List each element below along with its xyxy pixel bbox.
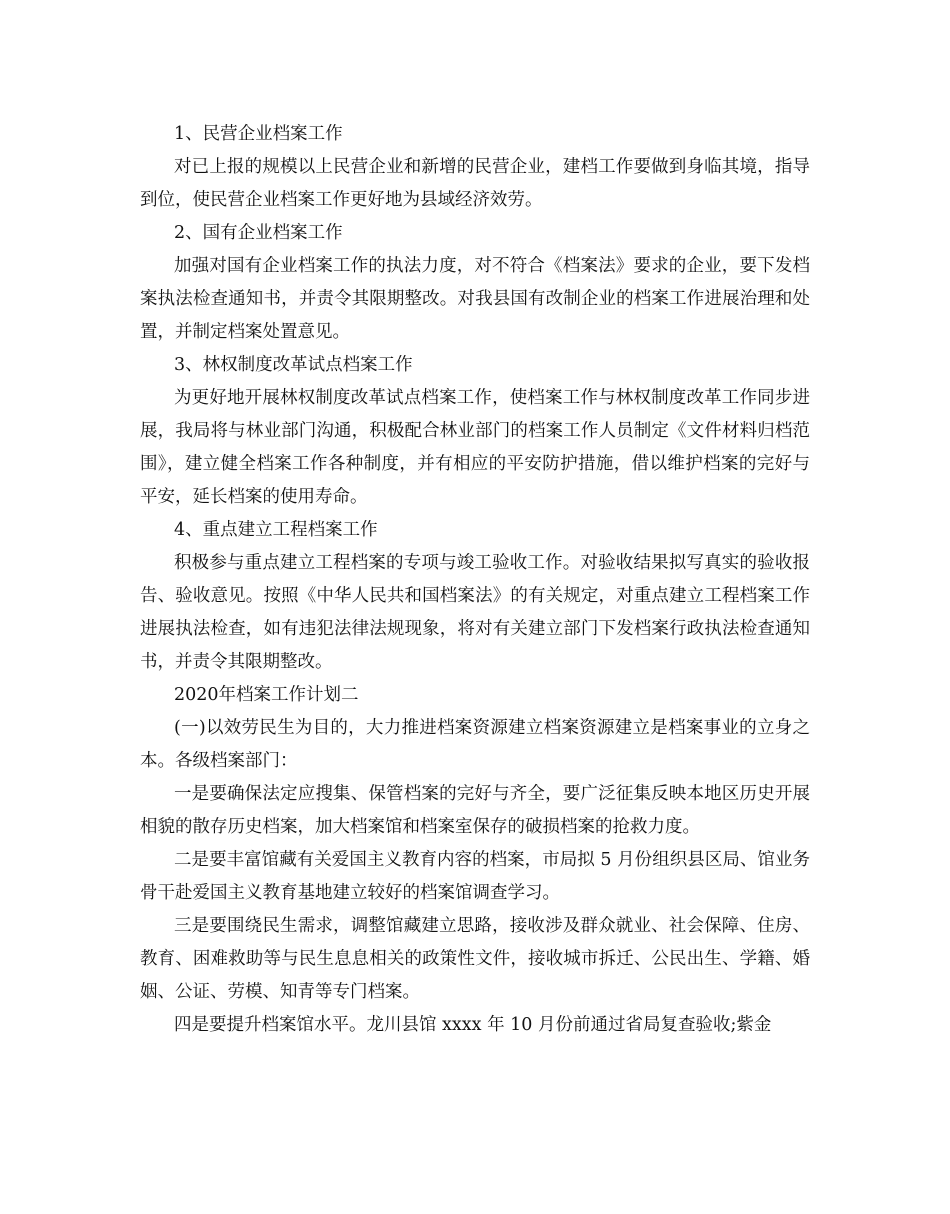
paragraph-plan-intro: (一)以效劳民生为目的，大力推进档案资源建立档案资源建立是档案事业的立身之本。各级档案部门： bbox=[140, 718, 810, 771]
paragraph-point-four: 四是要提升档案馆水平。龙川县馆 xxxx 年 10 月份前通过省局复查验收;紫金 bbox=[174, 1015, 772, 1035]
paragraph-point-three: 三是要围绕民生需求，调整馆藏建立思路，接收涉及群众就业、社会保障、住房、教育、困难救助等与民生息息相关的政策性文件，接收城市拆迁、公民出生、学籍、婚姻、公证、劳模、知青等专门档案。 bbox=[140, 916, 810, 1002]
plan-two-title: 2020年档案工作计划二 bbox=[174, 685, 359, 705]
paragraph-point-two: 二是要丰富馆藏有关爱国主义教育内容的档案，市局拟 5 月份组织县区局、馆业务骨干赴爱国主义教育基地建立较好的档案馆调查学习。 bbox=[140, 850, 810, 903]
paragraph-key-projects: 积极参与重点建立工程档案的专项与竣工验收工作。对验收结果拟写真实的验收报告、验收意见。按照《中华人民共和国档案法》的有关规定，对重点建立工程档案工作进展执法检查，如有违犯法律法规现象，将对有关建立部门下发档案行政执法检查通知书，并责令其限期整改。 bbox=[140, 553, 810, 672]
section-heading-forest-rights: 3、林权制度改革试点档案工作 bbox=[174, 355, 413, 375]
document-body bbox=[140, 118, 810, 1042]
paragraph-state-enterprise: 加强对国有企业档案工作的执法力度，对不符合《档案法》要求的企业，要下发档案执法检查通知书，并责令其限期整改。对我县国有改制企业的档案工作进展治理和处置，并制定档案处置意见。 bbox=[140, 256, 810, 342]
paragraph-forest-rights: 为更好地开展林权制度改革试点档案工作，使档案工作与林权制度改革工作同步进展，我局将与林业部门沟通，积极配合林业部门的档案工作人员制定《文件材料归档范围》，建立健全档案工作各种制度，并有相应的平安防护措施，借以维护档案的完好与平安，延长档案的使用寿命。 bbox=[140, 388, 810, 507]
paragraph-private-enterprise: 对已上报的规模以上民营企业和新增的民营企业，建档工作要做到身临其境，指导到位，使民营企业档案工作更好地为县域经济效劳。 bbox=[140, 157, 810, 210]
section-heading-key-projects: 4、重点建立工程档案工作 bbox=[174, 520, 378, 540]
section-heading-private-enterprise: 1、民营企业档案工作 bbox=[174, 124, 343, 144]
section-heading-state-enterprise: 2、国有企业档案工作 bbox=[174, 223, 343, 243]
paragraph-point-one: 一是要确保法定应搜集、保管档案的完好与齐全，要广泛征集反映本地区历史开展相貌的散存历史档案，加大档案馆和档案室保存的破损档案的抢救力度。 bbox=[140, 784, 810, 837]
